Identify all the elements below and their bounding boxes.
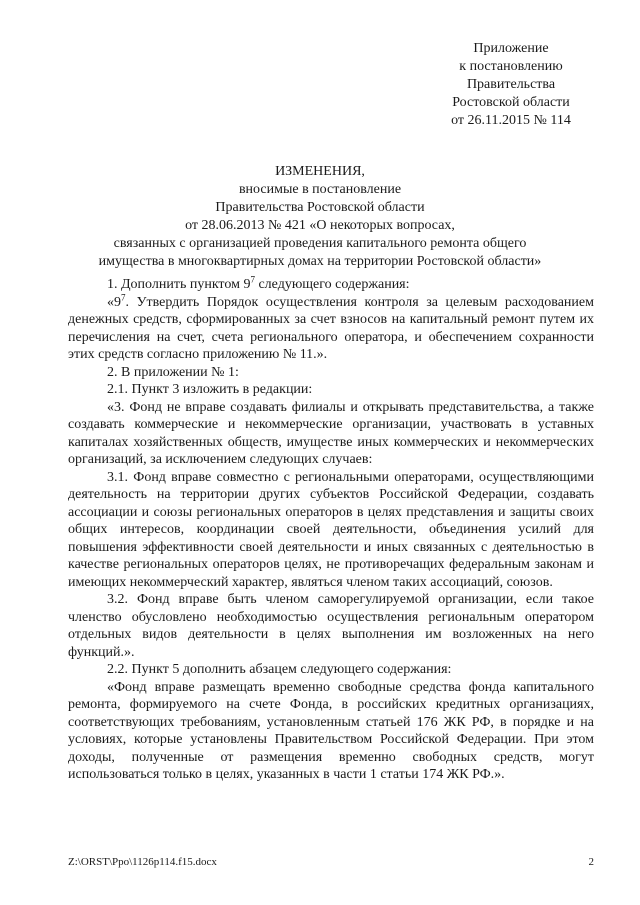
paragraph-item-3-1: 3.1. Фонд вправе совместно с региональными операторами, осуществляющими деятельность на территории других субъектов Российской Федерации, создавать ассоциации и союзы региональных операторов в целях представления и защиты своих общих интересов, координации своей деятельности, объединения усилий для повышения эффективности своей деятельности и иных связанных с деятельностью в качестве региональных операторов целях, не противоречащих федеральным законам и имеющих некоммерческий характер, являться членом таких ассоциаций, союзов. [68,469,594,590]
appendix-line: Ростовской области [452,95,570,110]
paragraph-item-1 [68,276,594,294]
paragraph-quote-3: «3. Фонд не вправе создавать филиалы и открывать представительства, а также создавать коммерческие и некоммерческие организации, участвовать в уставных капиталах хозяйственных обществ, имуществе иных коммерческих и некоммерческих организаций, за исключением следующих случаев: [68,399,594,467]
paragraph-item-2-2: 2.2. Пункт 5 дополнить абзацем следующего содержания: [107,662,452,677]
paragraph-text: следующего содержания: [254,277,410,292]
document-title [50,163,590,271]
paragraph-item-2: 2. В приложении № 1: [107,364,239,380]
paragraph-item-3-2: 3.2. Фонд вправе быть членом саморегулируемой организации, если такое членство обусловлено необходимостью осуществления региональным оператором отдельных видов деятельности в целях выполнения им возложенных на него функций.». [68,592,594,660]
title-heading: ИЗМЕНЕНИЯ, [275,164,365,179]
superscript: 7 [250,274,255,285]
superscript: 7 [121,291,126,302]
paragraph-text: «9 [107,294,121,310]
appendix-line: Приложение [473,41,549,56]
title-line: Правительства Ростовской области [215,200,425,215]
page-number: 2 [588,856,594,868]
appendix-line: Правительства [466,77,556,92]
title-line: имущества в многоквартирных домах на территории Ростовской области» [98,254,542,269]
appendix-header [408,40,614,130]
appendix-line: к постановлению [459,59,563,74]
appendix-line: от 26.11.2015 № 114 [451,113,571,128]
paragraph-item-2-1: 2.1. Пункт 3 изложить в редакции: [107,382,313,397]
file-path: Z:\ORST\Ppo\1126p114.f15.docx [68,856,217,868]
paragraph-text: . Утвердить Порядок осуществления контроля за целевым расходованием денежных средств, сформированных за счет взносов на капитальный ремонт путем их перечисления на счет, счета регионального оператора, и обеспечением сохранности этих средств согласно приложению № 11.». [68,294,594,362]
paragraph-quote-fund: «Фонд вправе размещать временно свободные средства фонда капитального ремонта, формируемого на счете Фонда, в российских кредитных организациях, соответствующих требованиям, установленным статьей 176 ЖК РФ, в порядке и на условиях, которые установлены Правительством Российской Федерации. При этом доходы, полученные от размещения временно свободных средств, могут использоваться только в целях, указанных в части 1 статьи 174 ЖК РФ.». [68,679,594,782]
document-body [68,276,594,784]
paragraph-quote-9-7 [68,291,594,364]
title-line: вносимые в постановление [238,182,402,197]
paragraph-text: 1. Дополнить пунктом 9 [107,277,251,292]
title-line: от 28.06.2013 № 421 «О некоторых вопросах, [185,218,455,233]
title-line: связанных с организацией проведения капитального ремонта общего [113,236,527,251]
